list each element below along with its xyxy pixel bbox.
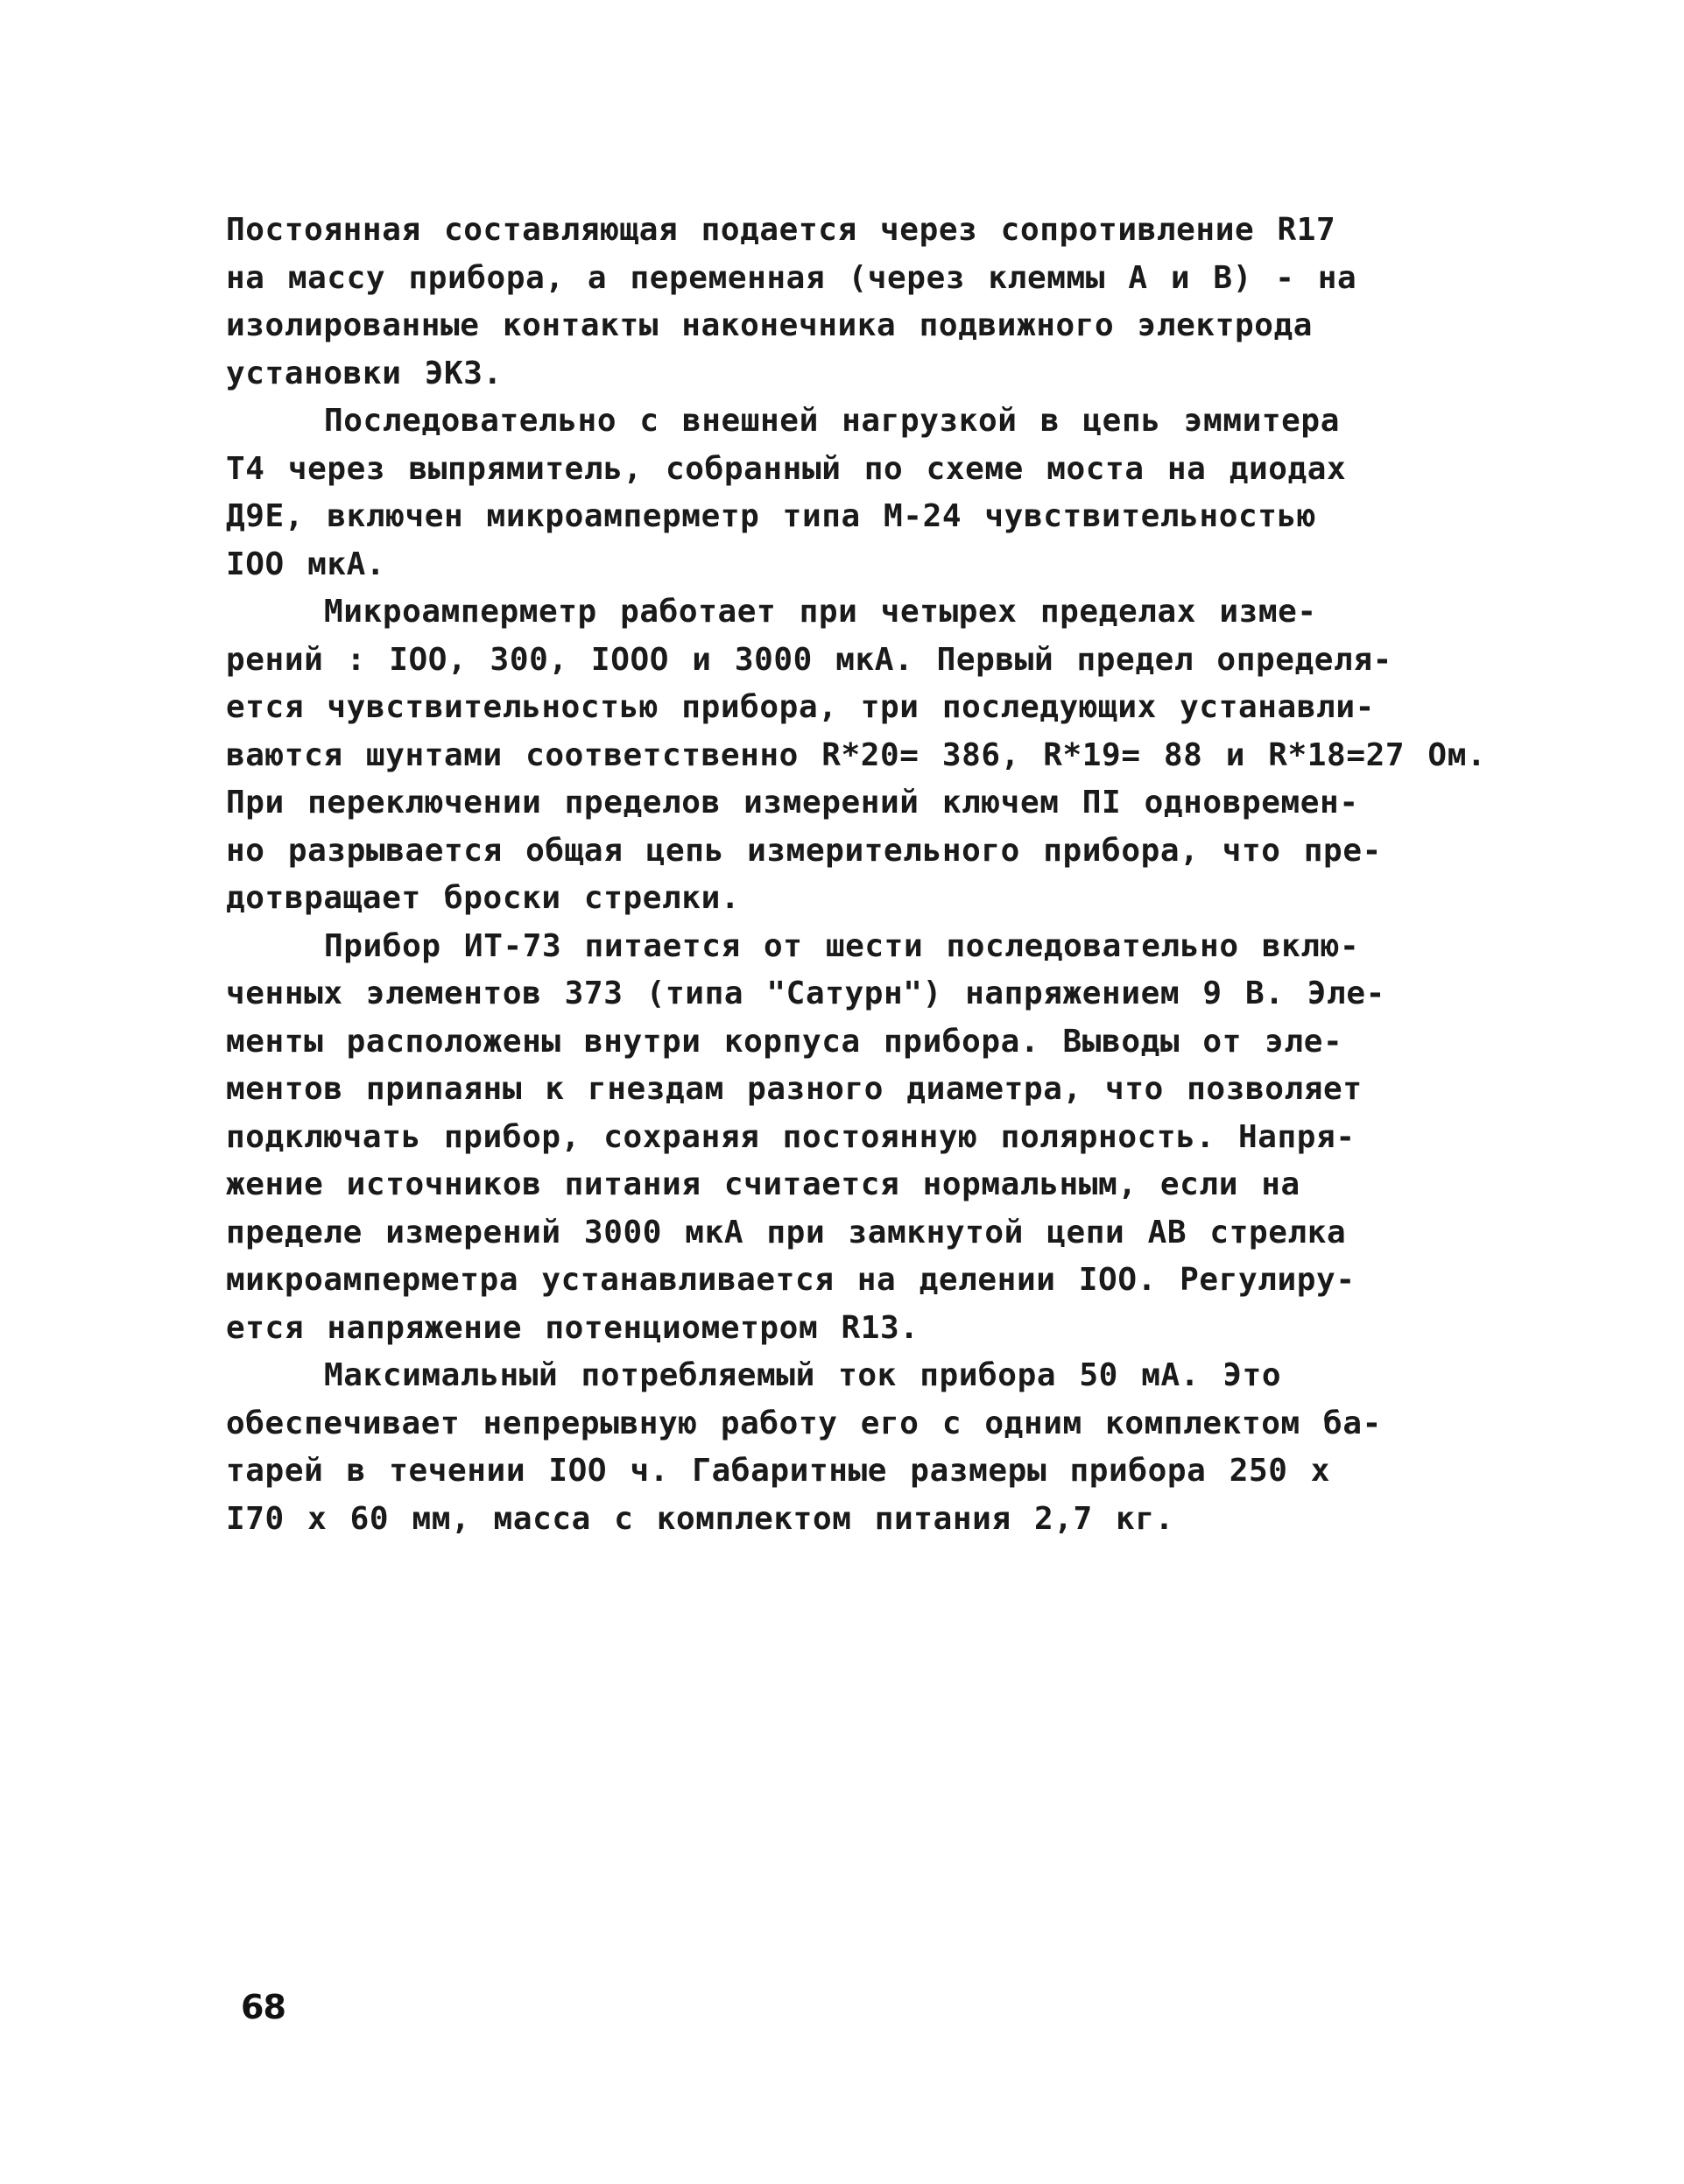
- text-line: ченных элементов 373 (типа "Сатурн") напряжением 9 В. Эле-: [226, 976, 1385, 1011]
- text-line: IOO мкА.: [226, 546, 386, 582]
- text-line: Прибор ИТ-73 питается от шести последовательно вклю-: [324, 927, 1360, 964]
- text-line: Д9Е, включен микроамперметр типа М-24 чувствительностью: [226, 498, 1317, 534]
- paragraph: [226, 207, 1356, 398]
- text-line: на массу прибора, а переменная (через клеммы А и В) - на: [226, 259, 1357, 296]
- text-line: обеспечивает непрерывную работу его с одним комплектом ба-: [226, 1405, 1382, 1441]
- text-line: При переключении пределов измерений ключем ПI одновремен-: [226, 785, 1359, 821]
- paragraph: [226, 398, 1356, 588]
- text-line: микроамперметра устанавливается на делении IOO. Регулиру-: [226, 1262, 1356, 1298]
- text-line: дотвращает броски стрелки.: [226, 880, 741, 916]
- text-line: менты расположены внутри корпуса прибора. Выводы от эле-: [226, 1023, 1343, 1060]
- text-line: Постоянная составляющая подается через сопротивление R17: [226, 212, 1336, 248]
- text-line: Микроамперметр работает при четырех пределах изме-: [324, 594, 1317, 630]
- text-line: Максимальный потребляемый ток прибора 50 мА. Это: [324, 1357, 1282, 1393]
- text-line: ментов припаяны к гнездам разного диаметра, что позволяет: [226, 1071, 1363, 1107]
- text-line: но разрывается общая цепь измерительного прибора, что пре-: [226, 832, 1382, 869]
- body-text: [226, 207, 1487, 1543]
- text-line: ется чувствительностью прибора, три последующих устанавли-: [226, 689, 1375, 725]
- text-line: рений : IOO, 300, IOOO и 3000 мкА. Первый предел определя-: [226, 641, 1392, 678]
- paragraph: [226, 1352, 1382, 1543]
- paragraph: [226, 588, 1487, 923]
- text-line: тарей в течении IOO ч. Габаритные размеры прибора 250 х: [226, 1453, 1331, 1489]
- text-line: подключать прибор, сохраняя постоянную полярность. Напря-: [226, 1118, 1356, 1155]
- text-line: I70 х 60 мм, масса с комплектом питания 2,7 кг.: [226, 1500, 1174, 1537]
- text-line: установки ЭКЗ.: [226, 355, 503, 391]
- paragraph: [226, 923, 1385, 1353]
- text-line: ваются шунтами соответственно R*20= 386, R*19= 88 и R*18=27 Ом.: [226, 736, 1487, 773]
- text-line: Последовательно с внешней нагрузкой в цепь эммитера: [324, 403, 1340, 439]
- page-number: 68: [241, 1988, 285, 2026]
- text-line: ется напряжение потенциометром R13.: [226, 1309, 920, 1346]
- text-line: пределе измерений 3000 мкА при замкнутой цепи АВ стрелка: [226, 1214, 1347, 1251]
- text-line: изолированные контакты наконечника подвижного электрода: [226, 307, 1314, 343]
- text-line: жение источников питания считается нормальным, если на: [226, 1166, 1300, 1202]
- text-line: Т4 через выпрямитель, собранный по схеме моста на диодах: [226, 450, 1347, 487]
